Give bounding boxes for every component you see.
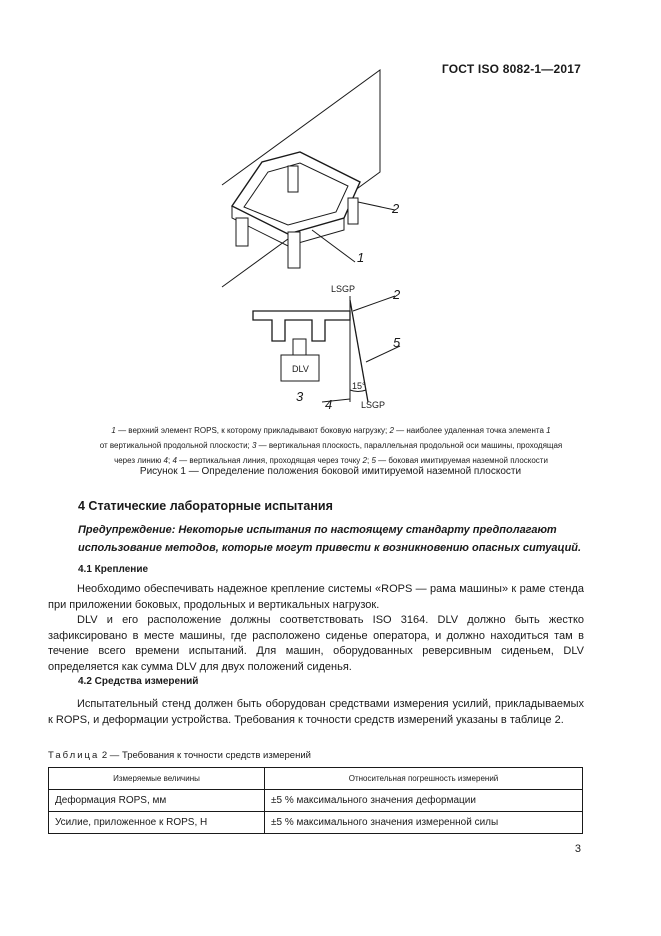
label-4: 4 (325, 397, 333, 412)
table-header-row (49, 768, 583, 790)
post-back (288, 166, 298, 192)
table-header: Относительная погрешность измерений (265, 768, 583, 790)
label-dlv: DLV (292, 364, 309, 374)
paragraph: Испытательный стенд должен быть оборудован средствами измерения усилий, прикладываемых к ROPS, и деформации устройства. Требования к точности средств измерений указаны в таблице 2. (48, 698, 584, 726)
warning-text: Предупреждение: Некоторые испытания по настоящему стандарту предполагают использование методов, которые могут привести к возникновению опасных ситуаций. (78, 524, 582, 554)
label-2b: 2 (393, 287, 401, 302)
document-header: ГОСТ ISO 8082-1—2017 (441, 62, 581, 76)
table-cell: ±5 % максимального значения деформации (265, 790, 583, 812)
table-cell: ±5 % максимального значения измеренной силы (265, 812, 583, 834)
leader-1 (312, 230, 355, 262)
figure-1-drawing (0, 0, 661, 420)
table-row (49, 790, 583, 812)
label-lsgp-top: LSGP (331, 284, 356, 294)
label-lsgp-bottom: LSGP (361, 400, 386, 410)
leader-2b (353, 296, 395, 311)
table-cell: Усилие, приложенное к ROPS, Н (49, 812, 265, 834)
section-4-1-heading: 4.1 Крепление (78, 564, 149, 575)
page-number: 3 (574, 843, 581, 855)
figure-title: Рисунок 1 — Определение положения боковой имитируемой наземной плоскости (139, 466, 522, 477)
section-4-2-body (48, 697, 584, 728)
label-5: 5 (393, 335, 401, 350)
figure-legend: 1 — верхний элемент ROPS, к которому прикладывают боковую нагрузку; 2 — наиболее удаленная точка элемента 1 от вертикальной продольной плоскости; 3 — вертикальная плоскость, параллельная продольной оси машины, проходящая через линию 4; 4 — вертикальная линия, проходящая через точку 2; 5 — боковая имитируемая наземной плоскости (99, 426, 563, 465)
accuracy-table (48, 767, 583, 834)
table-cell: Деформация ROPS, мм (49, 790, 265, 812)
post-right (348, 198, 358, 224)
label-angle: 15° (352, 381, 366, 391)
label-1: 1 (357, 250, 365, 265)
post-front (288, 232, 300, 268)
section-4-1-body (48, 582, 584, 675)
paragraph: Необходимо обеспечивать надежное крепление системы «ROPS — рама машины» к раме стенда при приложении боковых, продольных и вертикальных нагрузок. (48, 583, 584, 611)
table-caption: Таблица 2 — Требования к точности средств измерений (48, 750, 311, 761)
dlv-head (293, 339, 306, 355)
section-4-2-heading: 4.2 Средства измерений (78, 676, 199, 687)
table-header: Измеряемые величины (49, 768, 265, 790)
table-row (49, 812, 583, 834)
label-2a: 2 (392, 201, 400, 216)
paragraph: DLV и его расположение должны соответствовать ISO 3164. DLV должно быть жестко зафиксировано в месте машины, где расположено сиденье оператора, и должно находиться там в течение всего времени испытаний. Для машин, оборудованных реверсивным сиденьем, DLV определяется как сумма DLV для двух положений сиденья. (48, 614, 584, 673)
section-4-heading: 4 Статические лабораторные испытания (78, 499, 333, 513)
leader-2a (358, 202, 395, 210)
rops-side-view (253, 311, 350, 341)
post-front-left (236, 218, 248, 246)
label-3: 3 (296, 389, 304, 404)
